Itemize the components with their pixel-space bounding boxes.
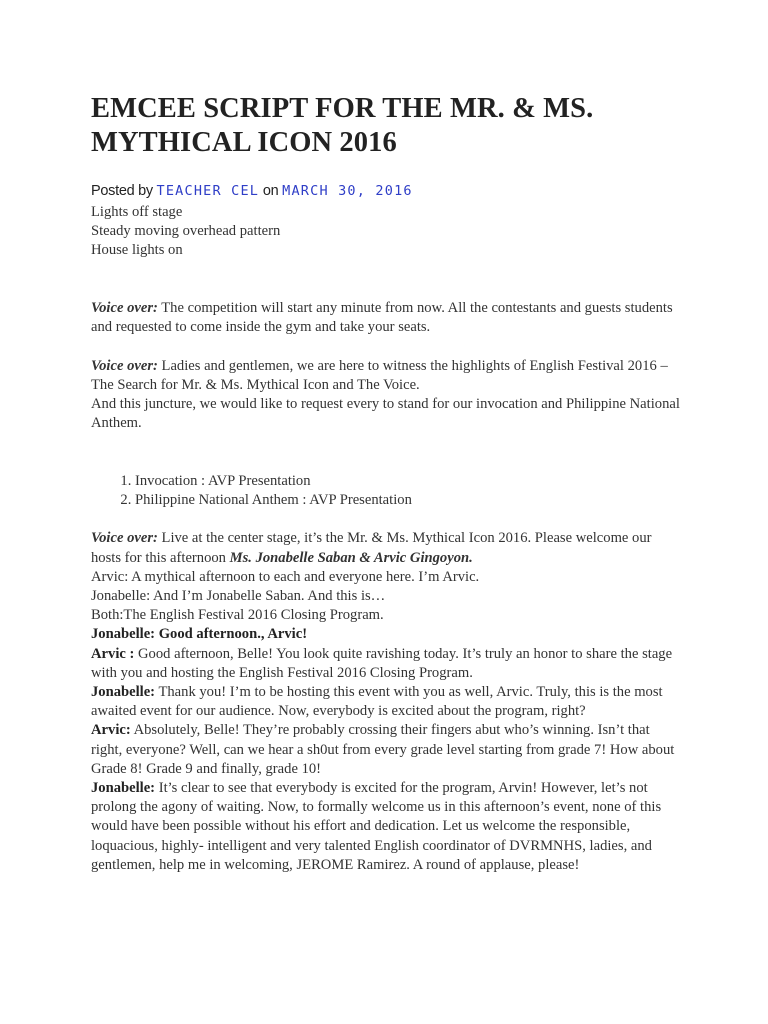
dialogue-line: Jonabelle: And I’m Jonabelle Saban. And this is… xyxy=(91,588,386,604)
dialogue-line xyxy=(91,779,681,875)
author-link[interactable]: TEACHER CEL xyxy=(156,183,260,199)
voice-over-paragraph xyxy=(91,529,681,567)
page-title: EMCEE SCRIPT FOR THE MR. & MS. MYTHICAL ICON 2016 xyxy=(91,93,594,158)
speaker-name: Jonabelle: xyxy=(91,684,156,701)
speaker-name: Jonabelle: xyxy=(91,780,156,797)
dialogue-line xyxy=(91,625,681,644)
dialogue-line xyxy=(91,683,681,721)
voice-over-paragraph xyxy=(91,299,681,337)
date-link[interactable]: MARCH 30, 2016 xyxy=(282,183,413,199)
list-item: 2. Philippine National Anthem : AVP Presentation xyxy=(135,491,681,510)
speaker-text: It’s clear to see that everybody is excited for the program, Arvin! However, let’s not prolong the agony of waiting. Now, to formally welcome us in this afternoon’s event, none of this would have been possible without his effort and dedication. Let us welcome the responsible, loquacious, highly- intelligent and very talented English coordinator of DVRMNHS, ladies, and gentlemen, help me in welcoming, JEROME Ramirez. A round of applause, please! xyxy=(91,780,662,873)
voice-over-text: The competition will start any minute from now. All the contestants and guests students and requested to come inside the gym and take your seats. xyxy=(91,300,673,336)
dialogue-bold-line: Jonabelle: Good afternoon., Arvic! xyxy=(91,626,308,643)
posted-by-label: Posted by xyxy=(91,183,153,199)
stage-direction: Steady moving overhead pattern xyxy=(91,223,281,240)
speaker-text: Thank you! I’m to be hosting this event with you as well, Arvic. Truly, this is the most awaited event for our audience. Now, everybody is excited about the program, right? xyxy=(91,684,663,720)
hosts-names: Ms. Jonabelle Saban & Arvic Gingoyon. xyxy=(229,549,473,566)
voice-over-paragraph xyxy=(91,357,681,395)
dialogue-line: Arvic: A mythical afternoon to each and everyone here. I’m Arvic. xyxy=(91,568,480,585)
speaker-name: Arvic : xyxy=(91,645,135,662)
program-list xyxy=(91,472,681,510)
voice-over-text: Live at the center stage, it’s the Mr. & Ms. Mythical Icon 2016. Please welcome our hosts for this afternoon xyxy=(91,530,652,566)
speaker-text: Good afternoon, Belle! You look quite ravishing today. It’s truly an honor to share the stage with you and hosting the English Festival 2016 Closing Program. xyxy=(91,645,673,681)
on-label: on xyxy=(262,183,279,199)
dialogue-line: Both:The English Festival 2016 Closing Program. xyxy=(91,607,384,624)
voice-over-label: Voice over: xyxy=(91,530,158,547)
voice-over-text: Ladies and gentlemen, we are here to witness the highlights of English Festival 2016 – The Search for Mr. & Ms. Mythical Icon and The Voice. xyxy=(91,357,668,393)
dialogue-line xyxy=(91,721,681,779)
post-meta xyxy=(91,182,413,201)
article-body xyxy=(91,203,681,875)
speaker-name: Arvic: xyxy=(91,722,131,739)
speaker-text: Absolutely, Belle! They’re probably crossing their fingers abut who’s winning. Isn’t that right, everyone? Well, can we hear a sh0ut from every grade level starting from grade 7! How about Grade 8! Grade 9 and finally, grade 10! xyxy=(91,722,675,777)
voice-over-text-cont: And this juncture, we would like to request every to stand for our invocation and Philippine National Anthem. xyxy=(91,396,680,432)
dialogue-line xyxy=(91,645,681,683)
list-item: 1. Invocation : AVP Presentation xyxy=(135,472,681,491)
stage-direction: House lights on xyxy=(91,242,183,259)
stage-direction: Lights off stage xyxy=(91,204,183,220)
voice-over-label: Voice over: xyxy=(91,300,158,316)
voice-over-label: Voice over: xyxy=(91,357,158,374)
